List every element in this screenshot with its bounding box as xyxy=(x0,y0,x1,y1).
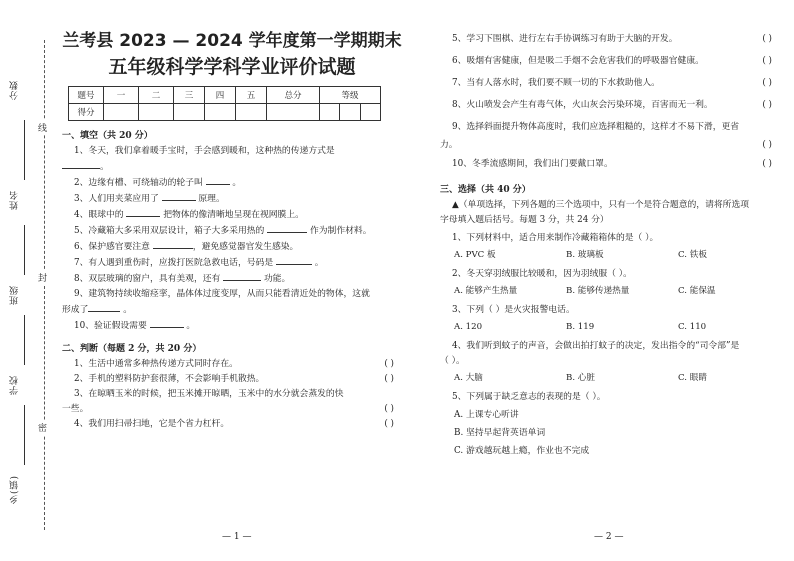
answer-paren[interactable]: ( ) xyxy=(762,56,772,66)
score-table xyxy=(68,86,381,121)
binding-label-town: 乡(镇) xyxy=(10,475,20,505)
score-row-label: 得分 xyxy=(69,104,104,121)
answer-blank[interactable] xyxy=(276,255,312,265)
answer-paren[interactable]: ( ) xyxy=(762,100,772,110)
fill-question-9-cont: 形成了 。 xyxy=(62,302,402,318)
choice-option-a[interactable]: A. 上课专心听讲 xyxy=(454,410,519,420)
choice-option-c[interactable]: C. 110 xyxy=(678,322,707,332)
judge-question-2: 2、手机的塑料防护套很薄，不会影响手机散热。 ( ) xyxy=(62,372,402,387)
left-column xyxy=(62,28,402,432)
judge-question-9-cont: 力。 ( ) xyxy=(440,138,780,153)
choice-question-2: 2、冬天穿羽绒服比较暖和，因为羽绒服（ ）。 xyxy=(452,269,632,279)
score-input-cell[interactable] xyxy=(340,104,360,121)
choice-question-1: 1、下列材料中，适合用来制作冷藏箱箱体的是（ ）。 xyxy=(452,233,659,243)
choice-question-4: 4、我们听到蚊子的声音，会做出拍打蚊子的决定，发出指令的“司令部”是 xyxy=(452,341,740,351)
score-header-cell: 等级 xyxy=(320,87,381,104)
choice-option-a[interactable]: A. 能够产生热量 xyxy=(454,286,518,296)
score-input-cell[interactable] xyxy=(139,104,174,121)
choice-options xyxy=(454,284,780,299)
binding-fill-line xyxy=(24,405,25,465)
answer-blank[interactable] xyxy=(267,223,307,233)
score-header-cell: 题号 xyxy=(69,87,104,104)
answer-paren[interactable]: ( ) xyxy=(384,419,394,429)
answer-blank[interactable] xyxy=(153,239,193,249)
binding-fill-line xyxy=(24,120,25,180)
exam-title-line1: 兰考县 2023 — 2024 学年度第一学期期末 xyxy=(62,31,402,51)
choice-option-c[interactable]: C. 眼睛 xyxy=(678,373,707,383)
judge-question-6: 6、吸烟有害健康，但是吸二手烟不会危害我们的呼吸器官健康。 ( ) xyxy=(440,54,780,69)
score-header-cell: 二 xyxy=(139,87,174,104)
judge-question-5: 5、学习下围棋、进行左右手协调练习有助于大脑的开发。 ( ) xyxy=(440,32,780,47)
score-header-cell: 四 xyxy=(205,87,236,104)
choice-option-b[interactable]: B. 心脏 xyxy=(566,373,595,383)
score-header-cell: 总分 xyxy=(267,87,320,104)
choice-intro: ▲（单项选择，下列各题的三个选项中，只有一个是符合题意的，请将所选项 xyxy=(452,200,750,210)
score-input-cell[interactable] xyxy=(174,104,205,121)
binding-label-name: 姓名 xyxy=(10,190,20,210)
choice-options xyxy=(454,248,780,263)
choice-option-a[interactable]: A. 120 xyxy=(454,322,483,332)
fill-question-5: 5、冷藏箱大多采用双层设计，箱子大多采用热的 作为制作材料。 xyxy=(62,223,402,239)
answer-paren[interactable]: ( ) xyxy=(384,374,394,384)
choice-option-c[interactable]: C. 能保温 xyxy=(678,286,716,296)
answer-blank[interactable] xyxy=(150,318,184,328)
choice-option-c[interactable]: C. 铁板 xyxy=(678,250,707,260)
choice-option-a[interactable]: A. 大脑 xyxy=(454,373,483,383)
answer-paren[interactable]: ( ) xyxy=(762,159,772,169)
choice-option-a[interactable]: A. PVC 板 xyxy=(454,250,496,260)
section-choice-title: 三、选择（共 40 分） xyxy=(440,185,531,195)
score-input-cell[interactable] xyxy=(320,104,340,121)
fill-question-6: 6、保护感官要注意 ，避免感觉器官发生感染。 xyxy=(62,239,402,255)
answer-paren[interactable]: ( ) xyxy=(384,404,394,414)
fill-question-2: 2、边缘有槽、可绕轴动的轮子叫 。 xyxy=(62,175,402,191)
fill-question-3: 3、人们用夹菜应用了 原理。 xyxy=(62,191,402,207)
fill-question-1-cont: 。 xyxy=(62,159,402,175)
judge-question-7: 7、当有人落水时，我们要不顾一切的下水救助他人。 ( ) xyxy=(440,76,780,91)
score-header-cell: 五 xyxy=(236,87,267,104)
judge-question-10: 10、冬季流感期间，我们出门要戴口罩。 ( ) xyxy=(440,157,780,172)
judge-question-3: 3、在晾晒玉米的时候，把玉米摊开晾晒，玉米中的水分就会蒸发的快 xyxy=(74,389,344,399)
answer-blank[interactable] xyxy=(206,175,230,185)
answer-blank[interactable] xyxy=(88,302,120,312)
fill-question-1: 1、冬天，我们拿着暖手宝时，手会感到暖和，这种热的传递方式是 xyxy=(74,146,335,156)
judge-question-9: 9、选择斜面提升物体高度时，我们应选择粗糙的，这样才不易下滑，更省 xyxy=(452,122,740,132)
score-input-cell[interactable] xyxy=(104,104,139,121)
answer-paren[interactable]: ( ) xyxy=(762,140,772,150)
binding-label-class: 班级 xyxy=(10,285,20,305)
choice-options xyxy=(454,320,780,335)
binding-dashed-line xyxy=(44,40,45,530)
choice-options xyxy=(454,371,780,386)
choice-option-c[interactable]: C. 游戏越玩越上瘾，作业也不完成 xyxy=(454,446,590,456)
judge-question-3-cont: 一些。 ( ) xyxy=(62,402,402,417)
section-judge-title: 二、判断（每题 2 分，共 20 分） xyxy=(62,344,202,354)
choice-question-3: 3、下列（ ）是火灾报警电话。 xyxy=(452,305,575,315)
binding-fill-line xyxy=(24,225,25,275)
answer-blank[interactable] xyxy=(126,207,160,217)
score-input-cell[interactable] xyxy=(205,104,236,121)
exam-title-line2: 五年级科学学科学业评价试题 xyxy=(108,56,356,78)
answer-blank[interactable] xyxy=(162,191,196,201)
choice-question-4-cont: （ ）。 xyxy=(440,356,465,366)
choice-option-b[interactable]: B. 能够传递热量 xyxy=(566,286,630,296)
binding-label-school: 学校 xyxy=(10,375,20,395)
fill-question-10: 10、验证假设需要 。 xyxy=(62,318,402,334)
judge-question-1: 1、生活中通常多种热传递方式同时存在。 ( ) xyxy=(62,357,402,372)
right-column xyxy=(440,28,780,459)
binding-margin xyxy=(0,0,60,561)
answer-blank[interactable] xyxy=(62,159,100,169)
section-fill-title: 一、填空（共 20 分） xyxy=(62,131,153,141)
judge-question-4: 4、我们用扫帚扫地，它是个省力杠杆。 ( ) xyxy=(62,417,402,432)
choice-intro-cont: 字母填入题后括号。每题 3 分，共 24 分） xyxy=(440,215,609,225)
score-header-cell: 一 xyxy=(104,87,139,104)
page-number-1: — 1 — xyxy=(222,532,252,542)
answer-paren[interactable]: ( ) xyxy=(762,34,772,44)
fill-question-9: 9、建筑物持续收缩痉挛，晶体体过度变厚，从而只能看清近处的物体，这就 xyxy=(74,289,370,299)
choice-option-b[interactable]: B. 玻璃板 xyxy=(566,250,604,260)
fill-question-4: 4、眼球中的 把物体的像清晰地呈现在视网膜上。 xyxy=(62,207,402,223)
binding-fill-line xyxy=(24,315,25,365)
seal-char-secret: 密 xyxy=(38,420,47,435)
seal-char-seal: 封 xyxy=(38,270,47,285)
choice-option-b[interactable]: B. 坚持早起背英语单词 xyxy=(454,428,546,438)
fill-question-7: 7、有人遇到重伤时，应拨打医院急救电话，号码是 。 xyxy=(62,255,402,271)
fill-question-8: 8、双层玻璃的窗户，具有美观，还有 功能。 xyxy=(62,271,402,287)
score-input-cell[interactable] xyxy=(236,104,267,121)
score-input-cell[interactable] xyxy=(360,104,380,121)
choice-question-5: 5、下列属于缺乏意志的表现的是（ ）。 xyxy=(452,392,606,402)
answer-blank[interactable] xyxy=(223,271,261,281)
binding-label-score: 分数 xyxy=(10,80,20,100)
score-header-cell: 三 xyxy=(174,87,205,104)
seal-char-line: 线 xyxy=(38,120,47,135)
page-number-2: — 2 — xyxy=(594,532,624,542)
score-input-cell[interactable] xyxy=(267,104,320,121)
judge-question-8: 8、火山喷发会产生有毒气体，火山灰会污染环境，百害而无一利。 ( ) xyxy=(440,98,780,113)
choice-option-b[interactable]: B. 119 xyxy=(566,322,595,332)
answer-paren[interactable]: ( ) xyxy=(762,78,772,88)
answer-paren[interactable]: ( ) xyxy=(384,359,394,369)
